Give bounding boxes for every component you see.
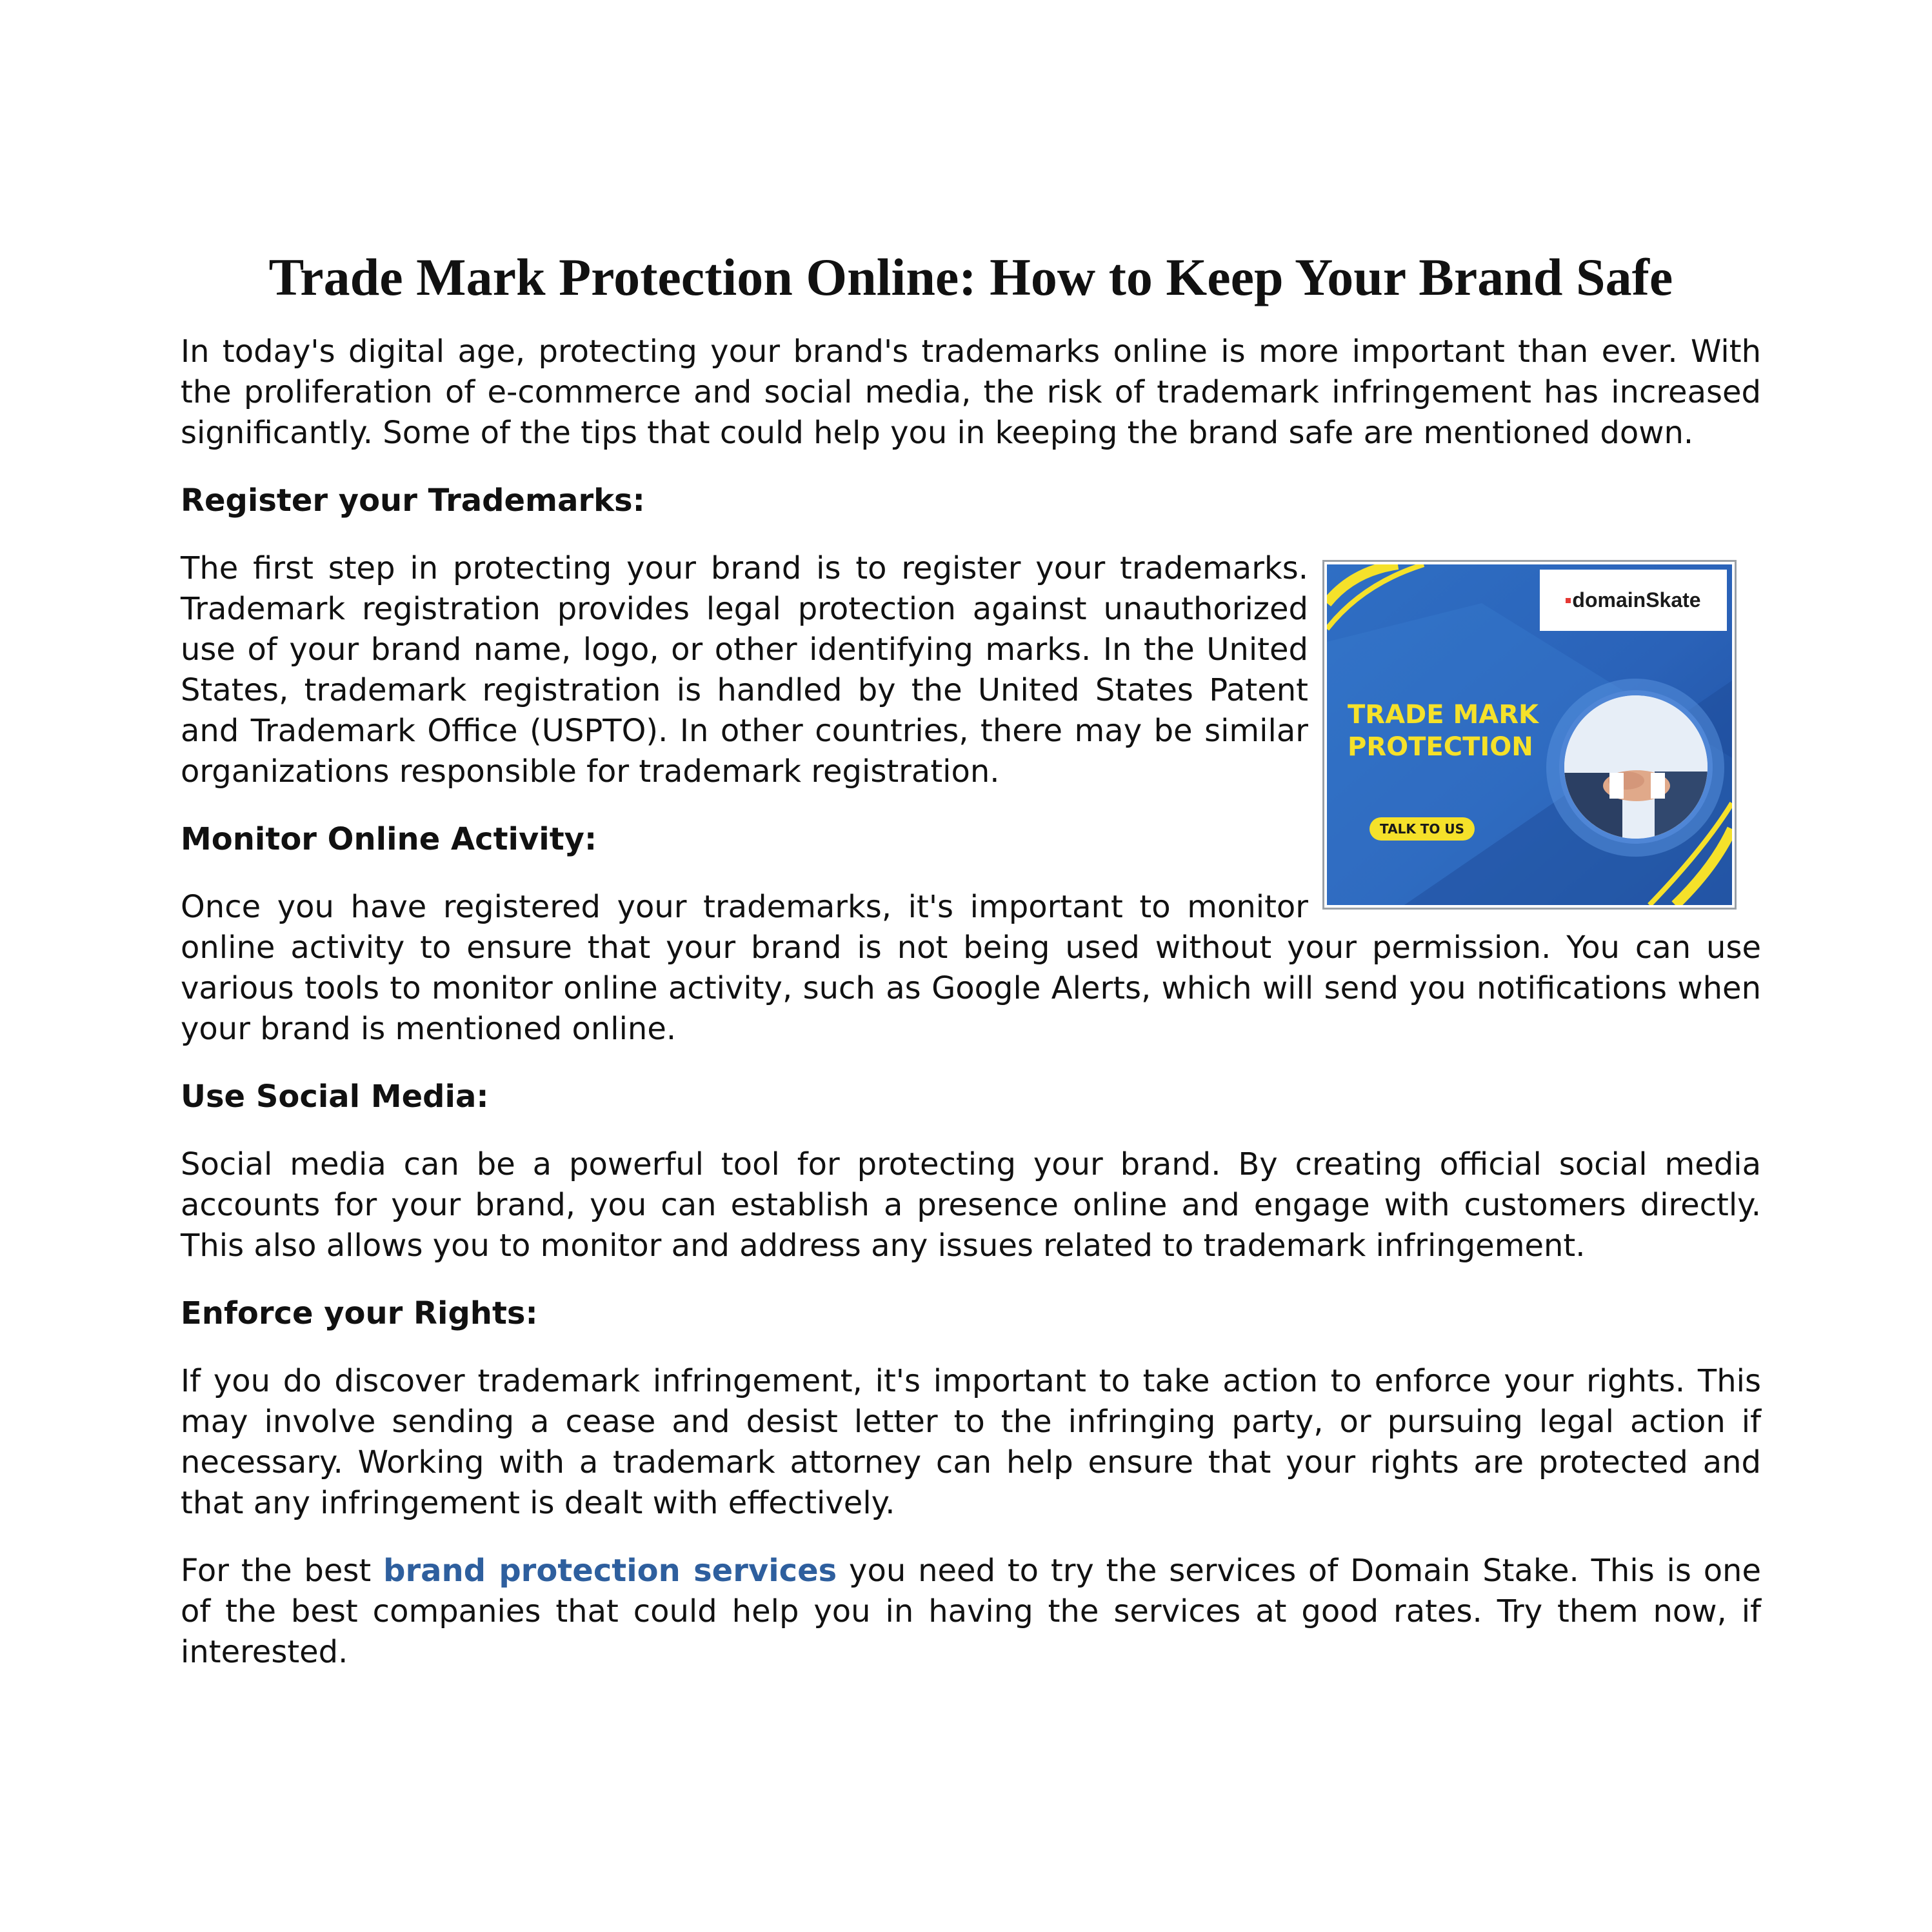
trademark-banner-image bbox=[1322, 560, 1737, 910]
section-heading-enforce: Enforce your Rights: bbox=[181, 1295, 538, 1331]
document-page bbox=[181, 245, 1761, 1700]
banner-title-line2: PROTECTION bbox=[1348, 732, 1533, 762]
section-body-register bbox=[181, 548, 1761, 837]
handshake-icon bbox=[1564, 695, 1708, 839]
page-title: Trade Mark Protection Online: How to Keep Your Brand Safe bbox=[268, 248, 1673, 306]
section-body-enforce: If you do discover trademark infringement, it's important to take action to enforce your rights. This may involve sending a cease and desist letter to the infringing party, or pursuing legal action if necessary. Working with a trademark attorney can help ensure that your rights are protected and that any infringement is dealt with effectively. bbox=[181, 1363, 1761, 1521]
intro-paragraph: In today's digital age, protecting your brand's trademarks online is more important than ever. With the proliferation of e-commerce and social media, the risk of trademark infringement has increased significantly. Some of the tips that could help you in keeping the brand safe are mentioned down. bbox=[181, 334, 1761, 451]
logo-text: domainSkate bbox=[1572, 588, 1701, 612]
closing-paragraph bbox=[181, 1551, 1761, 1673]
section-heading-social: Use Social Media: bbox=[181, 1079, 489, 1115]
logo-mark-icon bbox=[1566, 598, 1571, 603]
section-body-register-text: The first step in protecting your brand is to register your trademarks. Trademark registration provides legal protection against unauthorized use of your brand name, logo, or other identifying marks. In the United States, trademark registration is handled by the United States Patent and Trademark Office (USPTO). In other countries, there may be similar organizations responsible for trademark registration. bbox=[181, 550, 1308, 790]
brand-protection-services-link[interactable]: brand protection services bbox=[383, 1553, 837, 1589]
banner-title bbox=[1348, 699, 1560, 763]
section-body-monitor: Once you have registered your trademarks, it's important to monitor online activity to ensure that your brand is not being used without your permission. You can use various tools to monitor online activity, such as Google Alerts, which will send you notifications when your brand is mentioned online. bbox=[181, 889, 1761, 1047]
talk-to-us-button: TALK TO US bbox=[1369, 817, 1475, 841]
closing-before-link: For the best bbox=[181, 1553, 384, 1589]
closing-after-link: you need to try the services of Domain Stake. This is one of the best companies that could help you in having the services at good rates. Try them now, if interested. bbox=[181, 1553, 1762, 1670]
handshake-photo-icon bbox=[1559, 690, 1713, 844]
section-body-social: Social media can be a powerful tool for protecting your brand. By creating official social media accounts for your brand, you can establish a presence online and engage with customers directly. This also allows you to monitor and address any issues related to trademark infringement. bbox=[181, 1146, 1761, 1264]
banner-title-line1: TRADE MARK bbox=[1348, 700, 1539, 730]
banner-graphic bbox=[1327, 564, 1732, 905]
section-heading-register: Register your Trademarks: bbox=[181, 483, 645, 519]
section-heading-monitor: Monitor Online Activity: bbox=[181, 821, 597, 857]
logo-box bbox=[1540, 570, 1727, 631]
